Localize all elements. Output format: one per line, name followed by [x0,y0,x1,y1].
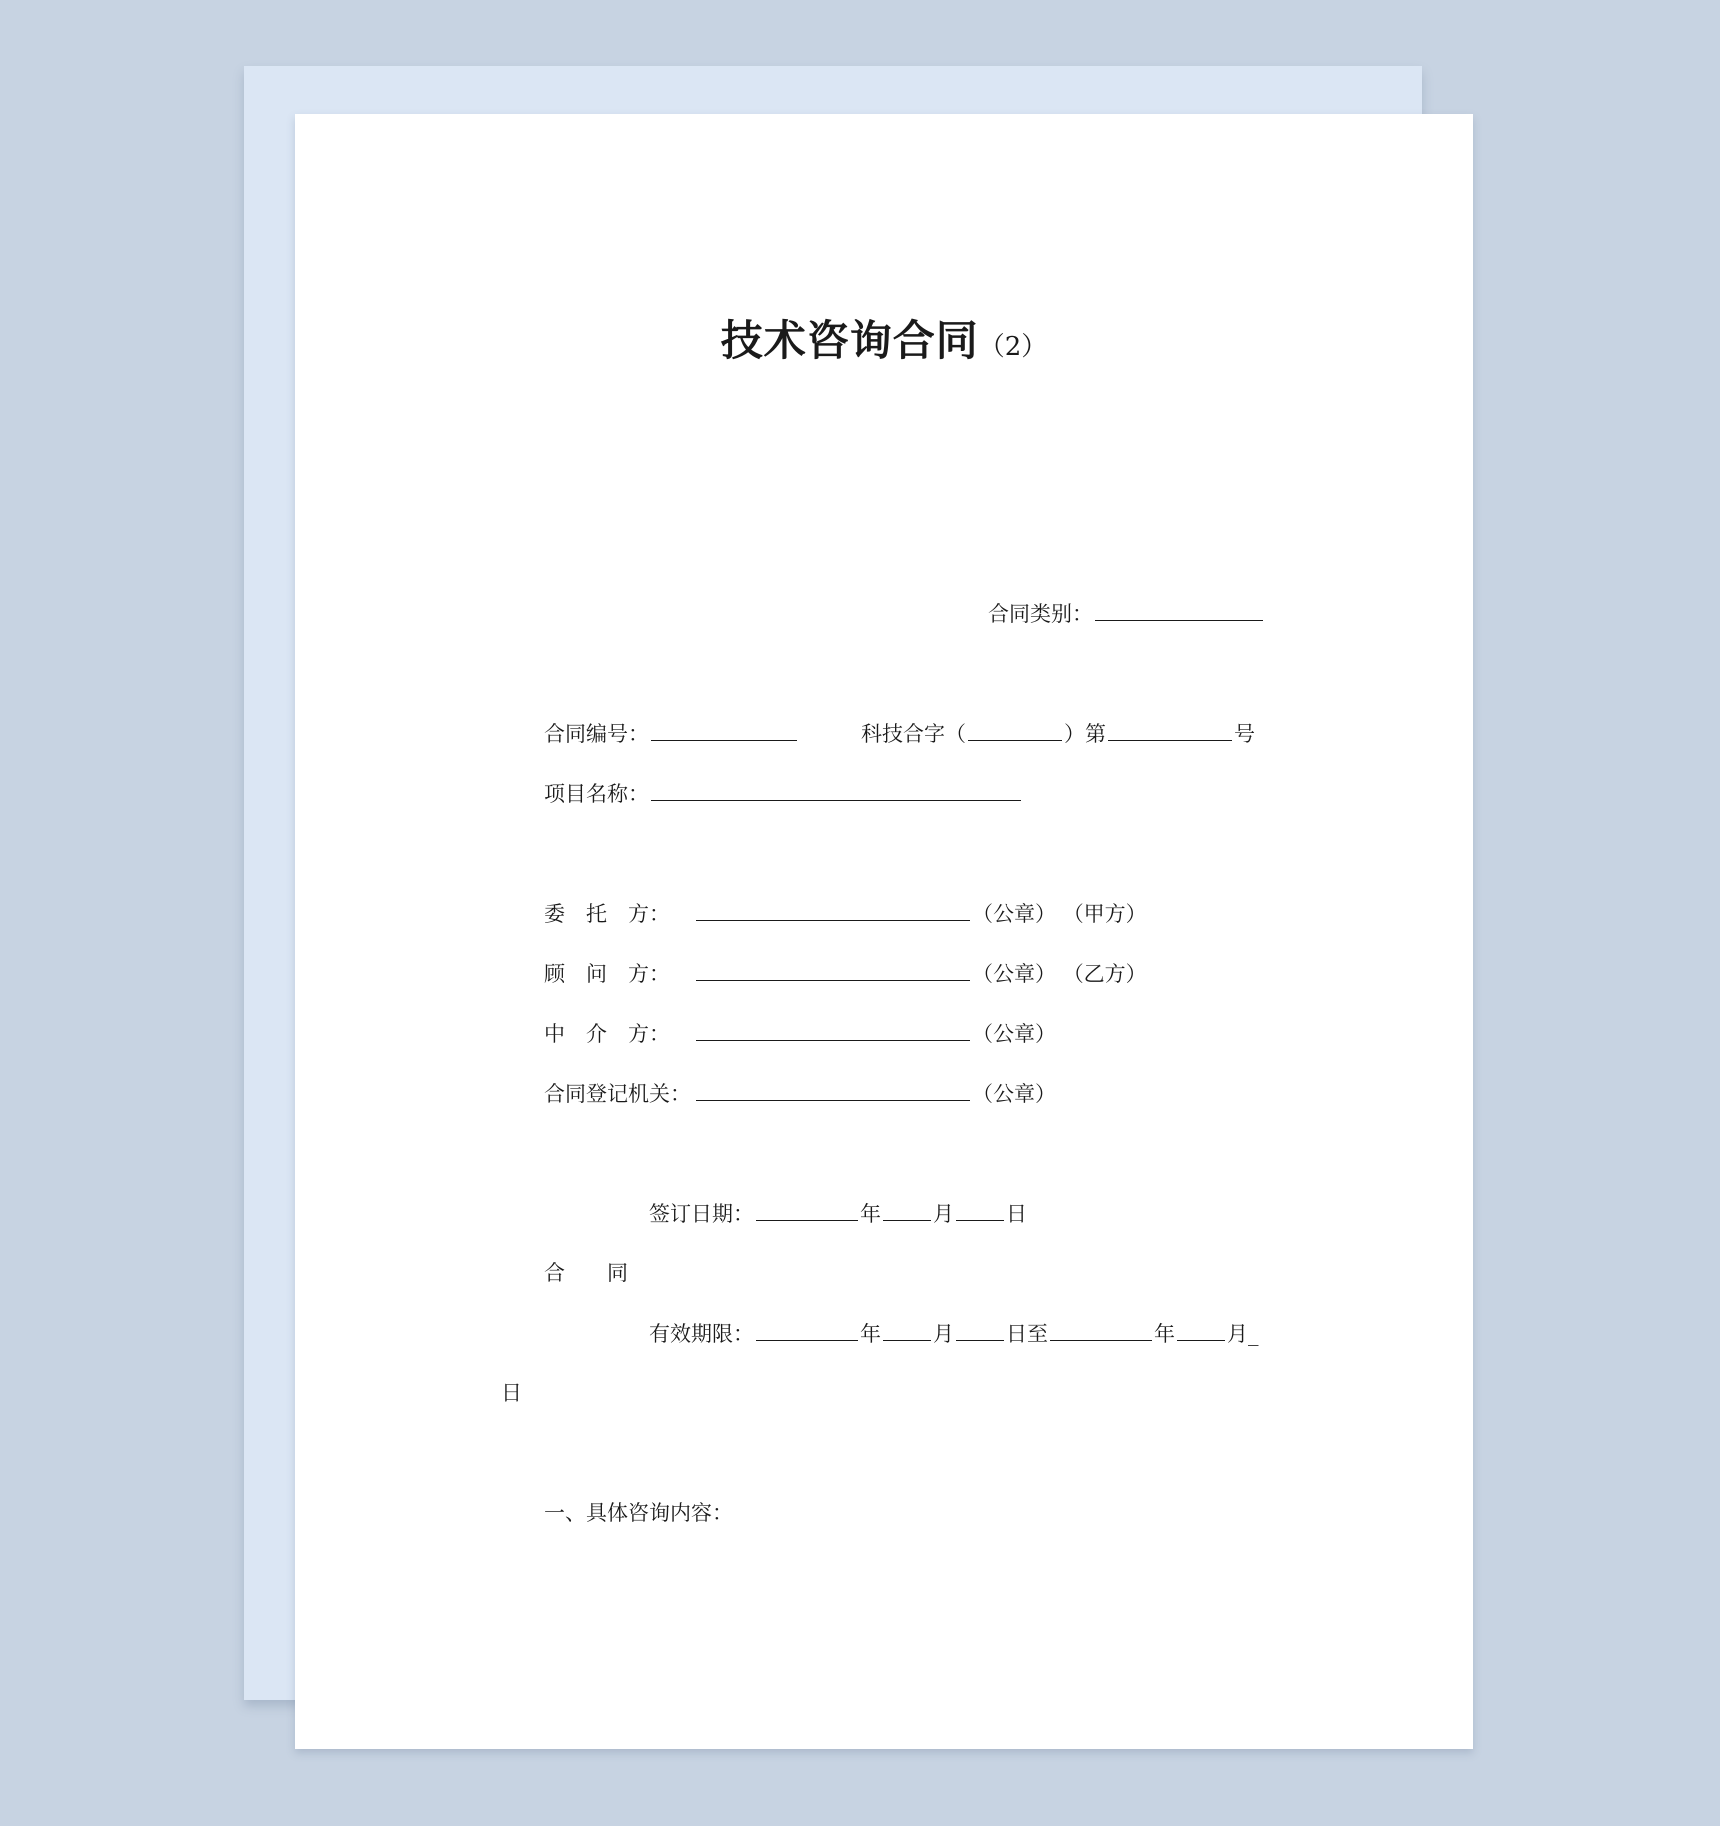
validity-start-month-unit: 月 [933,1322,954,1346]
party-intermediary-blank [696,1018,970,1041]
validity-line [649,1318,1259,1348]
validity-start-month-blank [883,1318,931,1341]
title-suffix: （2） [978,332,1048,362]
signing-day-blank [956,1198,1004,1221]
validity-start-year-unit: 年 [860,1322,881,1346]
party-consultant-label: 顾 问 方： [544,962,670,986]
party-client-label: 委 托 方： [544,902,670,926]
validity-day-to: 日至 [1006,1322,1048,1346]
signing-date-label: 签订日期： [649,1202,754,1226]
party-client-line [544,898,1147,928]
contract-number-line [544,718,799,748]
signing-month-unit: 月 [933,1202,954,1226]
document-page [295,114,1473,1749]
project-name-blank [651,778,1021,801]
validity-start-year-blank [756,1318,858,1341]
party-intermediary-label: 中 介 方： [544,1022,670,1046]
project-name-label: 项目名称： [544,782,649,806]
validity-tail-underscore: _ [1248,1322,1259,1346]
validity-end-year-blank [1050,1318,1152,1341]
party-consultant-role: （乙方） [1062,962,1147,986]
party-consultant-stamp: （公章） [972,962,1056,986]
section-one-heading [544,1498,733,1528]
validity-end-day: 日 [501,1381,522,1405]
signing-month-blank [883,1198,931,1221]
party-client-blank [696,898,970,921]
contract-number-label: 合同编号： [544,722,649,746]
signing-date-line [649,1198,1027,1228]
contract-heading-line [544,1258,628,1288]
validity-end-day-line [501,1378,522,1408]
contract-heading: 合 同 [544,1261,628,1285]
section-one-label: 一、具体咨询内容： [544,1501,733,1525]
tech-contract-year-blank [968,718,1062,741]
party-client-role: （甲方） [1062,902,1147,926]
registration-authority-label: 合同登记机关： [544,1082,691,1106]
party-consultant-blank [696,958,970,981]
tech-contract-prefix: 科技合字（ [861,722,966,746]
party-consultant-line [544,958,1147,988]
validity-end-month-unit: 月 [1227,1322,1248,1346]
title-main: 技术咨询合同 [720,316,979,365]
validity-label: 有效期限： [649,1322,754,1346]
project-name-line [544,778,1023,808]
tech-contract-middle: ）第 [1064,722,1106,746]
validity-end-month-blank [1177,1318,1225,1341]
validity-end-year-unit: 年 [1154,1322,1175,1346]
contract-category-line [988,598,1265,628]
document-title [295,308,1473,368]
tech-contract-suffix: 号 [1234,722,1255,746]
tech-contract-serial-blank [1108,718,1232,741]
tech-contract-line [861,718,1255,748]
party-intermediary-line [544,1018,1056,1048]
signing-day-unit: 日 [1006,1202,1027,1226]
contract-category-blank [1095,598,1263,621]
validity-start-day-blank [956,1318,1004,1341]
contract-category-label: 合同类别： [988,602,1093,626]
signing-year-blank [756,1198,858,1221]
contract-number-blank [651,718,797,741]
registration-authority-blank [696,1078,970,1101]
party-client-stamp: （公章） [972,902,1056,926]
registration-authority-line [544,1078,1056,1108]
registration-authority-stamp: （公章） [972,1082,1056,1106]
signing-year-unit: 年 [860,1202,881,1226]
party-intermediary-stamp: （公章） [972,1022,1056,1046]
